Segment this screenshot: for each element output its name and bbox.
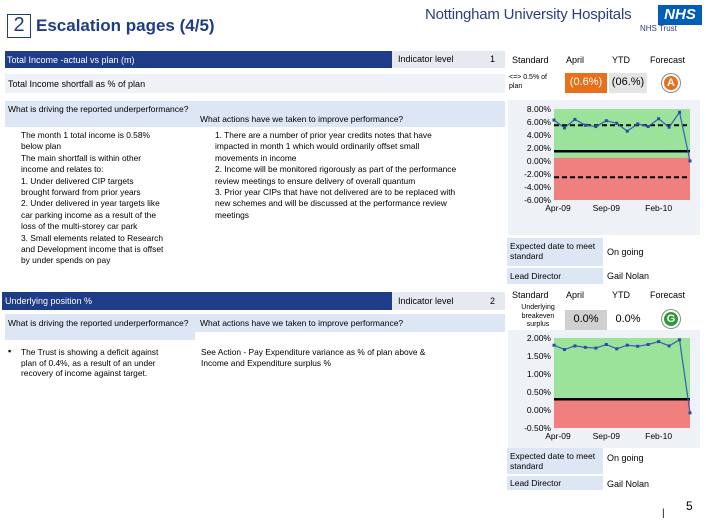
- data-point: [689, 160, 692, 163]
- x-tick-label: Sep-09: [592, 203, 621, 213]
- data-point: [573, 118, 576, 121]
- expected-date-label: Expected date to meet standard: [510, 241, 596, 262]
- section-number-box: [7, 14, 31, 38]
- y-tick-label: 2.00%: [526, 333, 551, 343]
- april-value: (0.6%): [565, 73, 607, 93]
- data-point: [553, 119, 556, 122]
- indicator-name: Underlying position %: [5, 296, 93, 306]
- ytd-value: (06.%): [609, 73, 647, 93]
- data-point: [584, 124, 587, 127]
- chart-underlying-position: [508, 330, 700, 448]
- data-point: [594, 125, 597, 128]
- standard-value: <=> 0.5% of plan: [509, 74, 547, 90]
- column-standard: Standard: [512, 290, 549, 300]
- data-point: [563, 126, 566, 129]
- column-forecast: Forecast: [650, 55, 686, 65]
- lead-director-value: Gail Nolan: [607, 271, 650, 281]
- actions-heading: What actions have we taken to improve performance?: [200, 318, 404, 328]
- indicator-level-box: [392, 51, 505, 68]
- text-line: 3. Small elements related to Research: [21, 232, 163, 243]
- nhs-logo: NHS: [658, 5, 702, 25]
- data-point: [563, 348, 566, 351]
- actions-heading: What actions have we taken to improve performance?: [200, 114, 404, 124]
- text-line: The Trust is showing a deficit against: [21, 347, 159, 357]
- indicator-level-label: Indicator level: [398, 54, 454, 64]
- column-standard: Standard: [512, 55, 549, 65]
- text-line: and Development income that is offset: [21, 244, 164, 254]
- indicator-level-value: 1: [490, 54, 496, 64]
- data-point: [668, 126, 671, 129]
- text-line: See Action - Pay Expenditure variance as % of plan above &: [201, 347, 426, 357]
- y-tick-label: 2.00%: [526, 143, 551, 153]
- text-line: recovery of income against target.: [21, 368, 148, 378]
- driving-heading: What is driving the reported underperformance?: [8, 104, 189, 114]
- text-line: loss of the multi-storey car park: [21, 221, 138, 232]
- text-line: new schemes and will be discussed at the performance review: [215, 198, 447, 209]
- page-number: 5: [686, 499, 693, 513]
- red-zone: [554, 158, 690, 200]
- text-line: 1. There are a number of prior year credits notes that have: [215, 130, 432, 140]
- data-point: [615, 347, 618, 350]
- y-tick-label: -4.00%: [524, 182, 551, 192]
- y-tick-label: 1.00%: [526, 369, 551, 379]
- data-point: [553, 344, 556, 347]
- expected-date-label: Expected date to meet standard: [510, 451, 596, 472]
- text-line: The main shortfall is within other: [21, 152, 142, 163]
- org-sub: NHS Trust: [640, 24, 677, 33]
- y-tick-label: 0.00%: [526, 405, 551, 415]
- y-tick-label: 0.50%: [526, 387, 551, 397]
- column-forecast: Forecast: [650, 290, 686, 300]
- indicator-level-box: [392, 292, 505, 310]
- column-april: April: [566, 290, 585, 300]
- y-tick-label: 1.50%: [526, 351, 551, 361]
- text-line: brought forward from prior years: [21, 187, 141, 197]
- data-point: [573, 344, 576, 347]
- column-ytd: YTD: [612, 55, 630, 65]
- data-point: [657, 340, 660, 343]
- y-tick-label: -0.50%: [524, 423, 551, 433]
- text-line: Income and Expenditure surplus %: [201, 357, 331, 368]
- data-point: [626, 130, 629, 133]
- column-ytd: YTD: [612, 290, 630, 300]
- data-point: [647, 343, 650, 346]
- text-line: plan of 0.4%, as a result of an under: [21, 357, 156, 368]
- ytd-value: 0.0%: [609, 310, 647, 330]
- x-tick-label: Feb-10: [645, 203, 673, 213]
- text-line: impacted in month 1 which would ordinarily offset small: [215, 141, 420, 152]
- data-point: [605, 119, 608, 122]
- bullet-icon: ▪: [8, 346, 12, 356]
- page-title: Escalation pages (4/5): [36, 16, 215, 35]
- y-tick-label: -6.00%: [524, 195, 551, 205]
- section-number: 2: [13, 14, 25, 36]
- text-line: 1. Under delivered CIP targets: [21, 175, 134, 186]
- text-line: income and relates to:: [21, 164, 104, 175]
- y-tick-label: 4.00%: [526, 130, 551, 140]
- data-point: [647, 125, 650, 128]
- y-tick-label: 6.00%: [526, 117, 551, 127]
- data-point: [584, 346, 587, 349]
- expected-date-value: On going: [607, 247, 644, 257]
- text-line: by under spends on pay: [21, 255, 111, 266]
- org-name: Nottingham University Hospitals: [425, 6, 632, 23]
- text-line: 2. Under delivered in year targets like: [21, 198, 160, 209]
- y-tick-label: -2.00%: [524, 169, 551, 179]
- red-zone: [554, 399, 690, 428]
- text-line: below plan: [21, 141, 62, 152]
- april-value: 0.0%: [565, 310, 607, 330]
- data-point: [689, 411, 692, 414]
- text-line: review meetings to ensure delivery of overall quantum: [215, 175, 416, 186]
- text-line: The month 1 total income is 0.58%: [21, 130, 150, 140]
- data-point: [594, 347, 597, 350]
- data-point: [678, 338, 681, 341]
- data-point: [605, 343, 608, 346]
- x-tick-label: Sep-09: [592, 431, 621, 441]
- text-line: meetings: [215, 209, 249, 220]
- indicator-level-value: 2: [490, 296, 496, 306]
- text-line: car parking income as a result of the: [21, 209, 156, 220]
- footer-separator: |: [662, 508, 665, 519]
- data-point: [626, 344, 629, 347]
- data-point: [657, 117, 660, 120]
- data-point: [615, 122, 618, 125]
- x-tick-label: Feb-10: [645, 431, 673, 441]
- forecast-rating-badge: G: [662, 310, 680, 328]
- lead-director-value: Gail Nolan: [607, 479, 650, 489]
- y-tick-label: 0.00%: [526, 156, 551, 166]
- sub-indicator-label: Total Income shortfall as % of plan: [8, 79, 146, 89]
- data-point: [668, 344, 671, 347]
- x-tick-label: Apr-09: [545, 431, 571, 441]
- expected-date-value: On going: [607, 453, 644, 463]
- data-point: [636, 122, 639, 125]
- y-tick-label: 8.00%: [526, 104, 551, 114]
- indicator-level-label: Indicator level: [398, 296, 454, 306]
- forecast-rating-badge: A: [662, 74, 680, 92]
- text-line: movements in income: [215, 152, 297, 163]
- lead-director-label: Lead Director: [510, 271, 562, 281]
- chart-total-income: [508, 100, 700, 235]
- lead-director-label: Lead Director: [510, 478, 562, 488]
- data-point: [636, 345, 639, 348]
- standard-value: Underlying breakeven surplus: [521, 304, 555, 328]
- x-tick-label: Apr-09: [545, 203, 571, 213]
- text-line: 3. Prior year CIPs that have not delivered are to be replaced with: [215, 187, 456, 197]
- column-april: April: [566, 55, 585, 65]
- data-point: [678, 111, 681, 114]
- indicator-name: Total Income -actual vs plan (m): [7, 55, 135, 65]
- driving-heading: What is driving the reported underperformance?: [8, 318, 189, 328]
- text-line: 2. Income will be monitored rigorously as part of the performance: [215, 164, 457, 175]
